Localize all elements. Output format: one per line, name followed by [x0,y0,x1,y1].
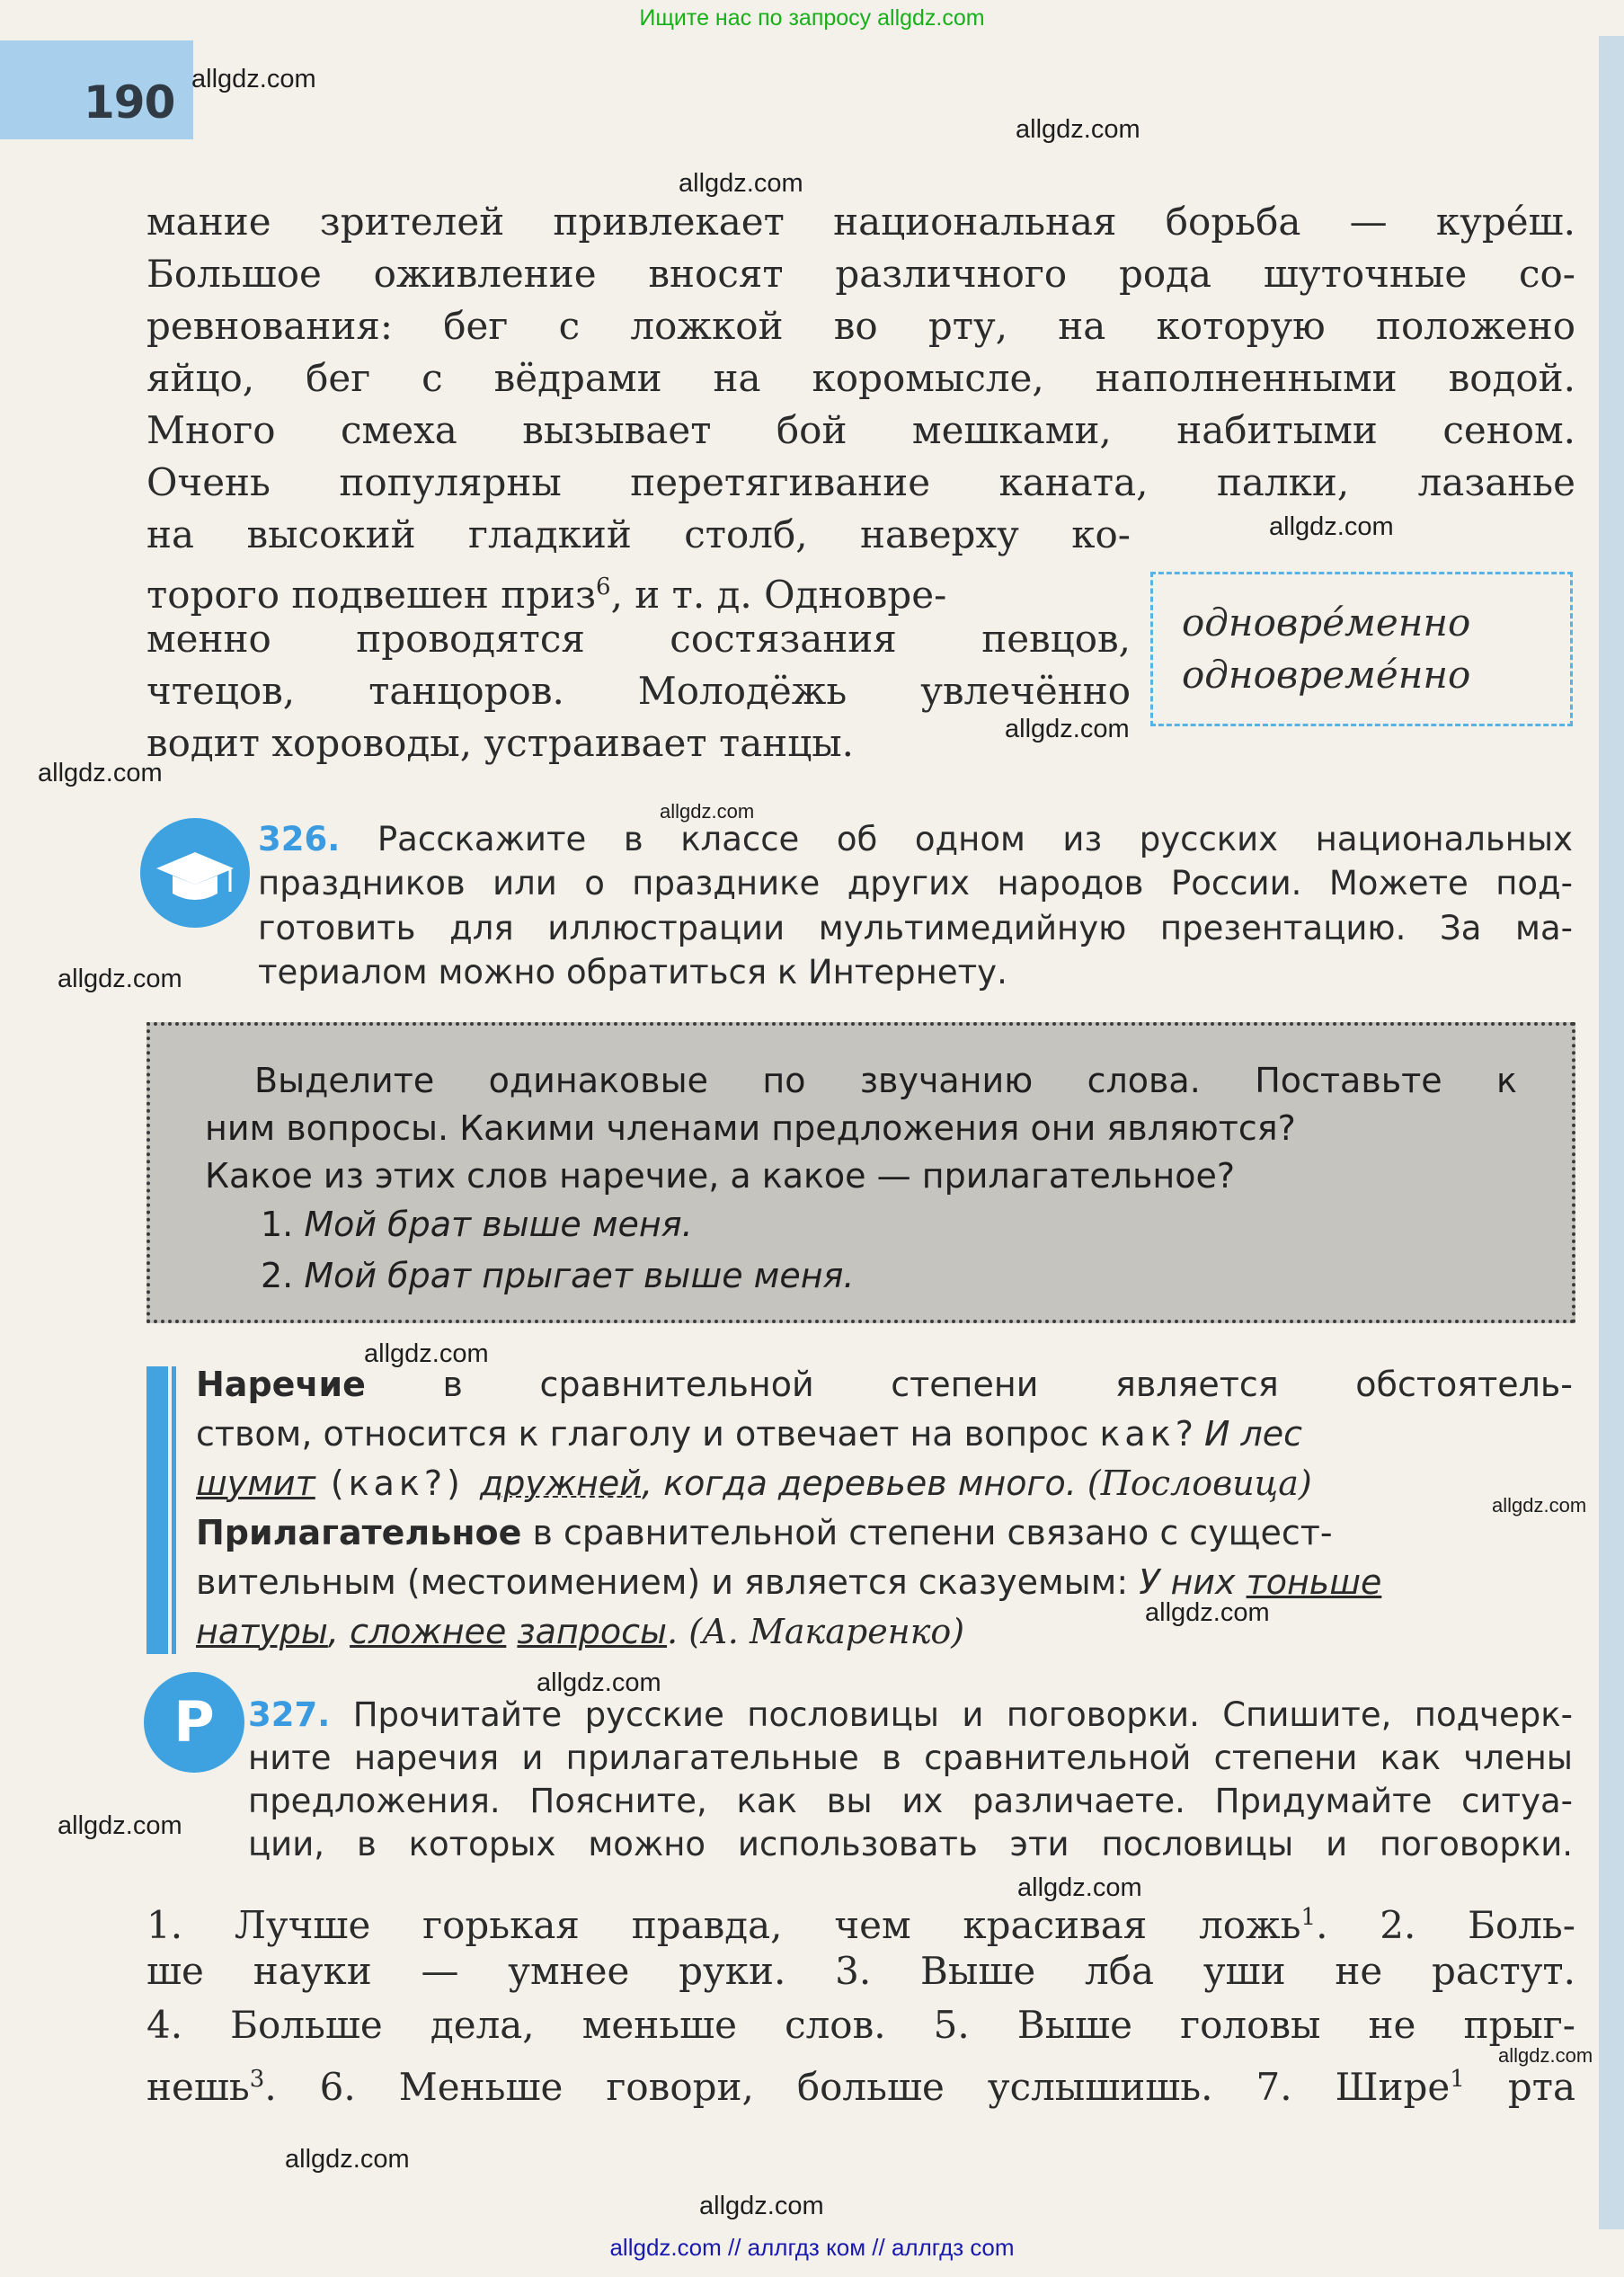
rule-example-predicate: шумит [196,1463,315,1503]
rule-source: . (А. Макаренко) [667,1612,965,1651]
task-text-line: ним вопросы. Какими членами предложения они являются? [205,1108,1296,1148]
exercise-r-icon: Р [144,1672,244,1773]
rule-source: (Пословица) [1076,1463,1312,1503]
watermark[interactable]: allgdz.com [364,1339,489,1368]
rule-example [506,1612,517,1651]
rule-text-line [196,1512,1573,1553]
watermark[interactable]: allgdz.com [38,759,163,787]
top-banner[interactable]: Ищите нас по запросу allgdz.com [639,5,985,31]
proverb-text: рта [1464,2065,1575,2109]
rule-text: в сравнительной степени связано с сущест- [521,1513,1333,1552]
exercise-text: Расскажите в классе об одном из русских национальных [377,820,1573,858]
rule-marker-bar [146,1366,168,1654]
exercise-number: 326. [258,820,341,858]
body-text-line: водит хороводы, устраивает танцы. [146,721,855,765]
watermark[interactable]: allgdz.com [191,65,316,93]
task-example-1 [261,1205,693,1244]
watermark[interactable]: allgdz.com [58,1811,182,1840]
rule-text-line [196,1561,1573,1603]
page-number: 190 [84,76,175,129]
body-text-fragment: , и т. д. Одновре- [610,573,947,617]
watermark[interactable]: allgdz.com [1269,512,1394,541]
body-text-line: Много смеха вызывает бой мешками, набитыми сеном. [146,408,1575,452]
exercise-text: Прочитайте русские пословицы и поговорки. Спишите, подчерк- [352,1695,1573,1734]
rule-example-subject: натуры [196,1612,328,1651]
watermark[interactable]: allgdz.com [679,169,803,198]
exercise-326-line: праздников или о празднике других народов России. Можете под- [258,864,1573,903]
body-text-line: яйцо, бег с вёдрами на коромысле, наполненными водой. [146,356,1575,400]
footnote-marker: 1 [1450,2066,1465,2093]
proverb-text: . 2. Боль- [1316,1903,1575,1947]
watermark[interactable]: allgdz.com [537,1668,661,1697]
rule-example-subject: запросы [517,1612,668,1651]
watermark[interactable]: allgdz.com [58,965,182,993]
rule-example: , когда деревьев много. [641,1463,1077,1503]
rule-example-adverbial: дружней [479,1463,642,1503]
rule-text: ством, относится к глаголу и отвечает на вопрос [196,1414,1100,1454]
exercise-327-line: ции, в которых можно использовать эти пословицы и поговорки. [248,1825,1573,1863]
graduation-cap-icon [140,818,250,928]
exercise-327-line [248,1694,1573,1736]
watermark[interactable]: allgdz.com [699,2192,824,2220]
rule-example-predicate: тоньше [1246,1562,1382,1602]
watermark[interactable]: allgdz.com [1016,115,1140,144]
rule-term-adjective: Прилагательное [196,1513,522,1552]
body-text-line [146,565,1131,618]
rule-question: (как?) [315,1463,480,1503]
footnote-marker: 6 [596,574,611,600]
task-text-line: Выделите одинаковые по звучанию слова. Поставьте к [254,1061,1517,1100]
body-text-line: на высокий гладкий столб, наверху ко- [146,512,1131,556]
rule-text: ? [1175,1414,1204,1454]
body-text-line: чтецов, танцоров. Молодёжь увлечённо [146,669,1131,713]
proverb-text: 1. Лучше горькая правда, чем красивая ложь [146,1903,1301,1947]
example-text: Мой брат прыгает выше меня. [304,1256,855,1295]
task-text-line: Какое из этих слов наречие, а какое — прилагательное? [205,1156,1236,1196]
watermark[interactable]: allgdz.com [285,2145,410,2174]
watermark[interactable]: allgdz.com [1492,1494,1587,1517]
rule-marker-bar [172,1366,176,1654]
watermark[interactable]: allgdz.com [1145,1598,1270,1627]
rule-text-line [196,1413,1573,1454]
body-text-line: мание зрителей привлекает национальная борьба — куре́ш. [146,200,1575,244]
proverbs-line [146,1895,1575,1948]
proverb-text: . 6. Меньше говори, больше услышишь. 7. Шире [264,2065,1451,2109]
rule-text-line [196,1364,1573,1405]
proverbs-line: 4. Больше дела, меньше слов. 5. Выше головы не прыг- [146,2003,1575,2047]
stress-note-box [1150,572,1573,726]
rule-text: вительным (местоимением) и является сказуемым: [196,1562,1140,1602]
footnote-marker: 1 [1300,1904,1317,1931]
watermark[interactable]: allgdz.com [1017,1873,1142,1902]
proverbs-line: ше науки — умнее руки. 3. Выше лба уши не растут. [146,1949,1575,1993]
exercise-number: 327. [248,1695,331,1734]
bottom-links[interactable]: allgdz.com // аллгдз ком // аллгдз com [609,2234,1015,2261]
exercise-327-line: ните наречия и прилагательные в сравнительной степени как члены [248,1739,1573,1777]
proverbs-line [146,2057,1575,2110]
exercise-326-line [258,819,1573,860]
rule-example: , [327,1612,351,1651]
page-edge-strip [1599,36,1624,2229]
exercise-326-line: готовить для иллюстрации мультимедийную презентацию. За ма- [258,909,1573,947]
watermark[interactable]: allgdz.com [660,800,755,823]
rule-text-line [196,1611,1573,1652]
footnote-marker: 3 [249,2066,265,2093]
body-text-line: ревнования: бег с ложкой во рту, на которую положено [146,304,1575,348]
example-number: 1. [261,1205,294,1244]
stress-word: одновре́менно [1182,600,1471,645]
body-text-line: менно проводятся состязания певцов, [146,617,1131,661]
rule-example-predicate: сложнее [350,1612,507,1651]
rule-term-adverb: Наречие [196,1365,366,1404]
proverb-text: нешь [146,2065,250,2109]
rule-question: как [1099,1414,1176,1454]
exercise-326-line: териалом можно обратиться к Интернету. [258,953,1007,992]
task-example-2 [261,1256,855,1295]
body-text-line: Очень популярны перетягивание каната, палки, лазанье [146,460,1575,504]
body-text-line: Большое оживление вносят различного рода шуточные со- [146,252,1575,296]
watermark[interactable]: allgdz.com [1498,2044,1593,2067]
rule-text-line [196,1463,1573,1504]
rule-text: в сравнительной степени является обстоятель- [365,1365,1573,1404]
stress-word: одновреме́нно [1182,653,1471,697]
rule-example: И лес [1203,1414,1303,1454]
exercise-327-line: предложения. Поясните, как вы их различаете. Придумайте ситуа- [248,1782,1573,1820]
watermark[interactable]: allgdz.com [1005,715,1130,743]
example-text: Мой брат выше меня. [304,1205,693,1244]
rule-example: У них [1139,1562,1247,1602]
body-text-fragment: торого подвешен приз [146,573,597,617]
example-number: 2. [261,1256,294,1295]
